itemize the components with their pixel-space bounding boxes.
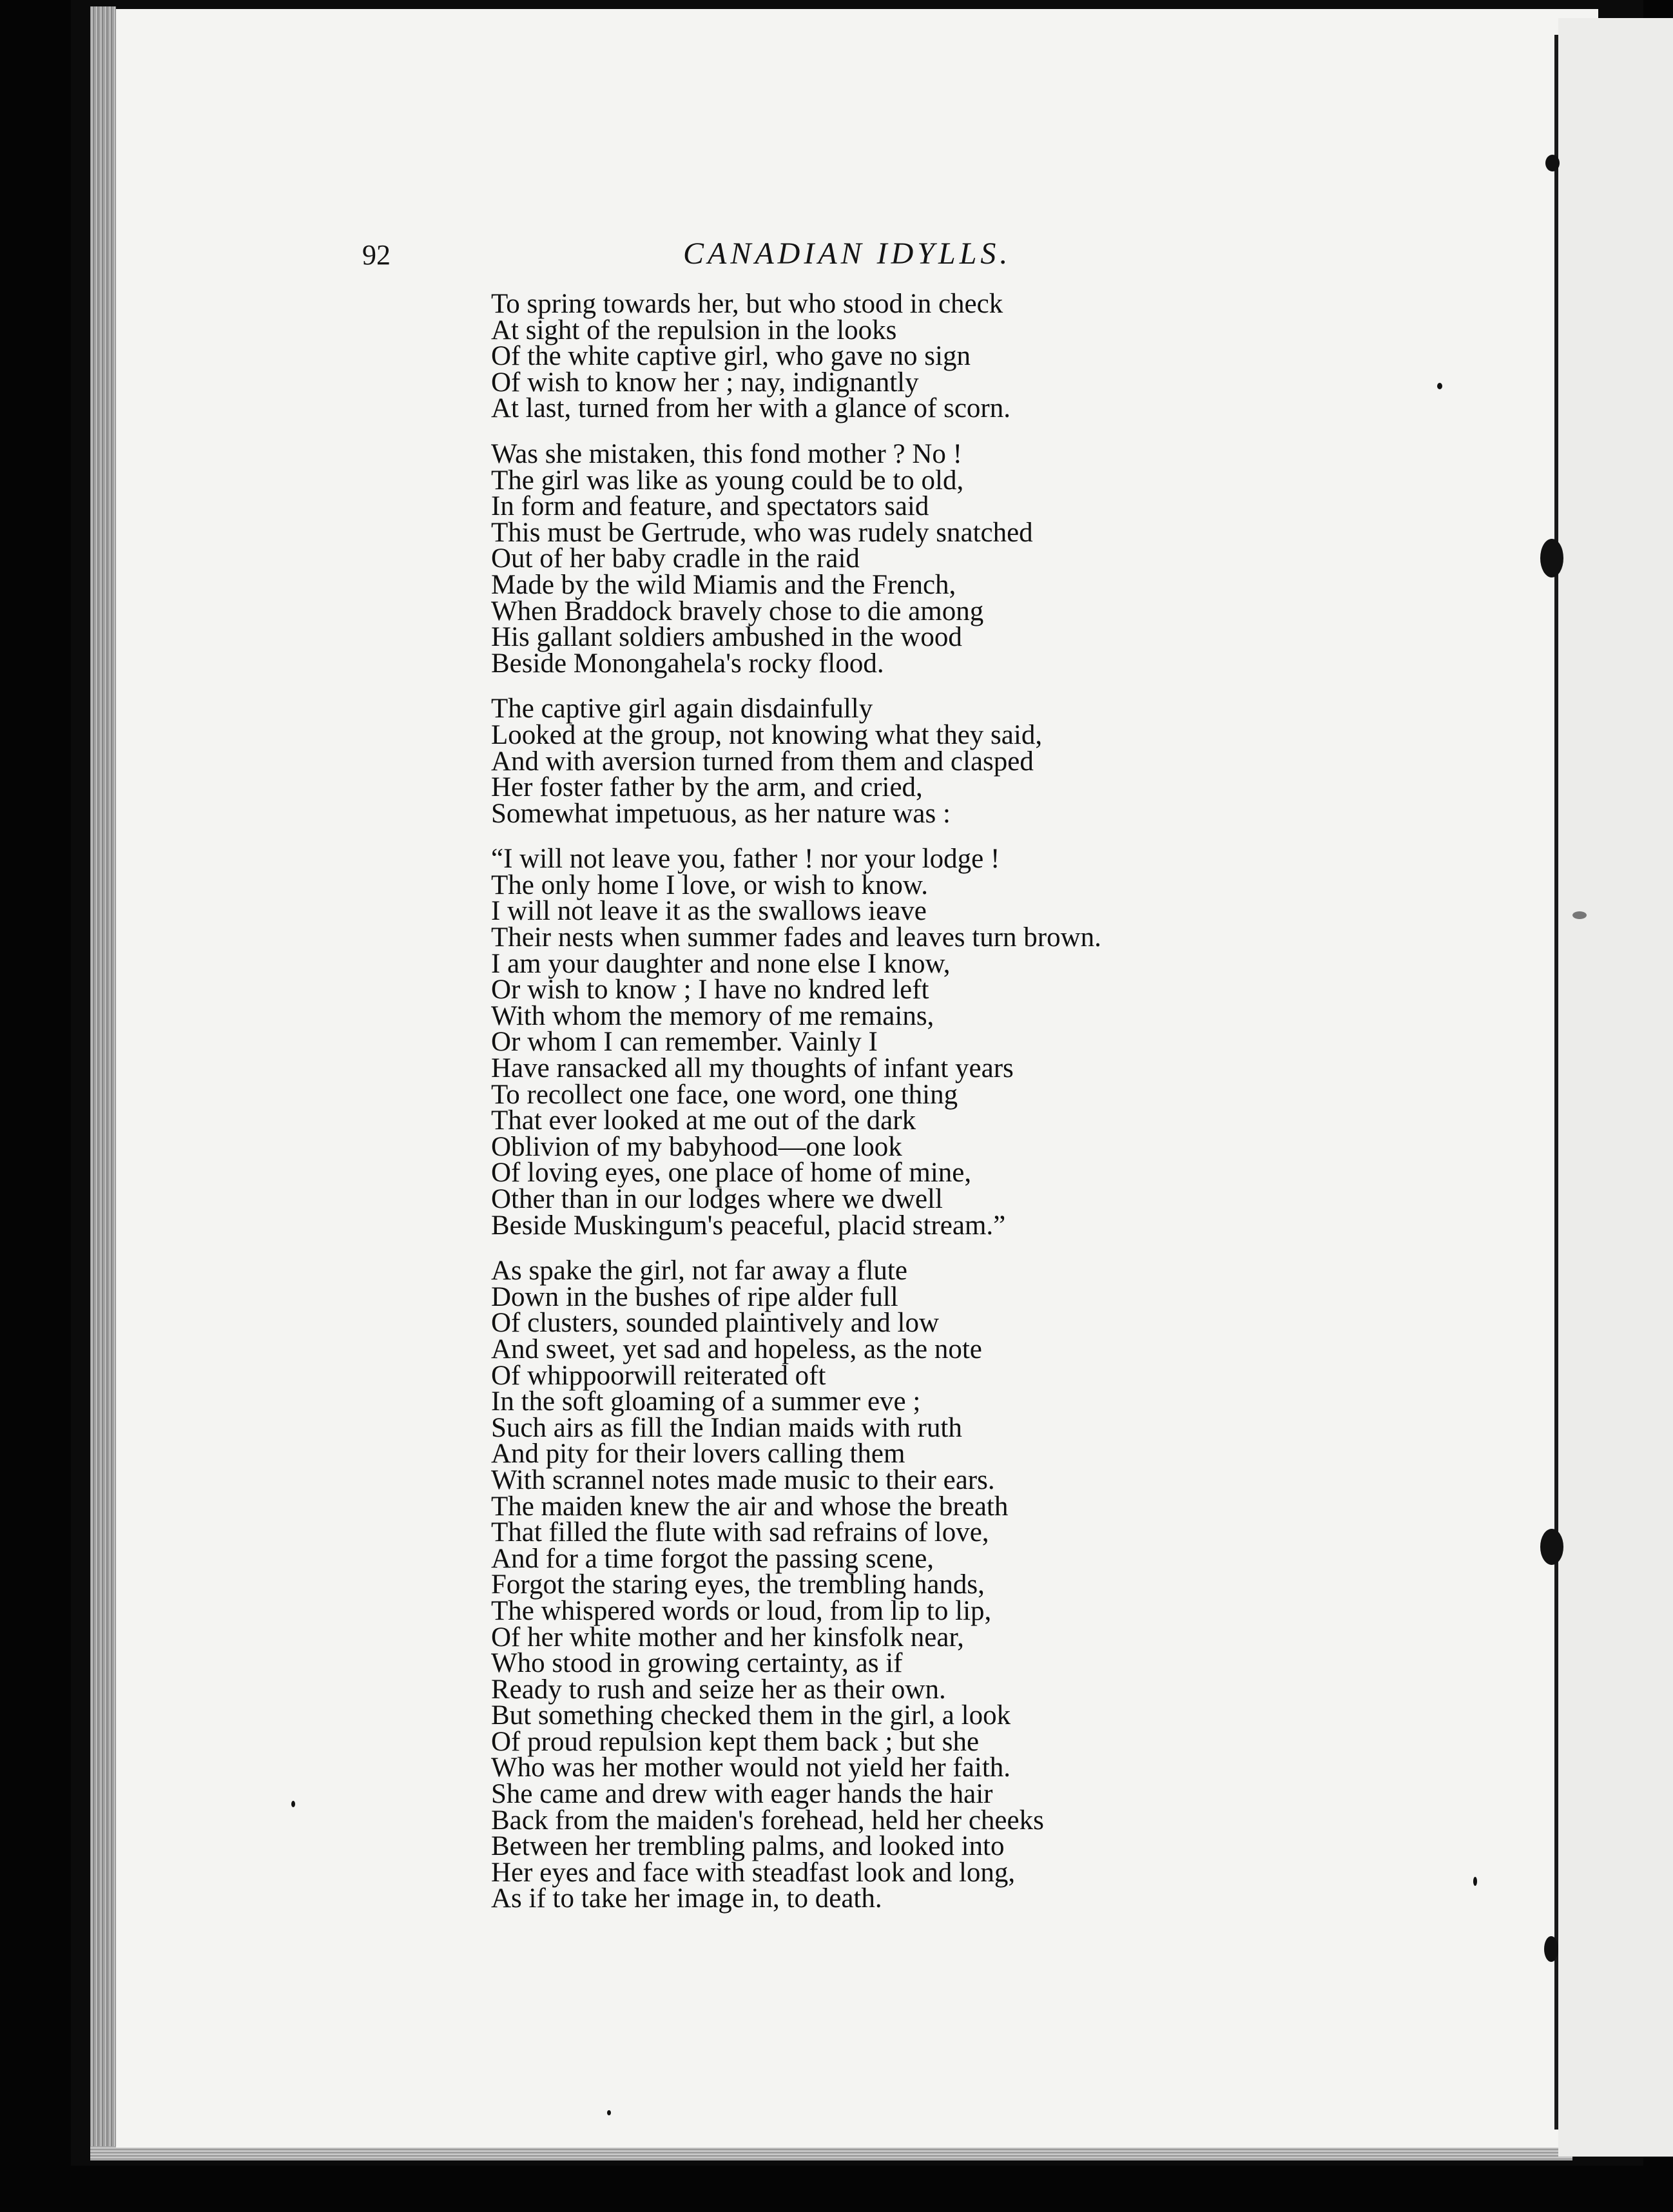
poem-line: Of clusters, sounded plaintively and low	[491, 1308, 940, 1339]
poem-line: Of wish to know her ; nay, indignantly	[491, 367, 919, 398]
poem-line: Who was her mother would not yield her faith.	[491, 1752, 1011, 1783]
poem-line: Between her trembling palms, and looked into	[491, 1831, 1005, 1862]
stanza	[491, 291, 1406, 422]
facing-page-edge	[1558, 18, 1673, 2157]
poem-line: I am your daughter and none else I know,	[491, 948, 951, 979]
poem-line: That filled the flute with sad refrains of love,	[491, 1517, 989, 1548]
poem-line: Her eyes and face with steadfast look and long,	[491, 1857, 1016, 1888]
poem-line: In the soft gloaming of a summer eve ;	[491, 1386, 921, 1417]
poem-line: Beside Monongahela's rocky flood.	[491, 648, 884, 679]
poem-line: But something checked them in the girl, a look	[491, 1700, 1011, 1731]
poem-line: Such airs as fill the Indian maids with ruth	[491, 1412, 962, 1443]
ink-mark	[607, 2110, 611, 2115]
poem-line: Out of her baby cradle in the raid	[491, 543, 860, 574]
poem-line: To recollect one face, one word, one thing	[491, 1079, 958, 1110]
page-number: 92	[362, 239, 391, 271]
ink-mark	[1572, 911, 1587, 919]
poem-line: In form and feature, and spectators said	[491, 491, 929, 522]
poem-line: Or wish to know ; I have no kndred left	[491, 975, 929, 1005]
poem-line: Beside Muskingum's peaceful, placid stream.”	[491, 1210, 1006, 1241]
page-edges-left	[90, 6, 116, 2153]
stanza	[491, 846, 1406, 1239]
poem-line: As spake the girl, not far away a flute	[491, 1256, 907, 1286]
poem-line: When Braddock bravely chose to die among	[491, 596, 984, 626]
poem-line: Made by the wild Miamis and the French,	[491, 569, 956, 600]
poem-line: Of the white captive girl, who gave no sign	[491, 341, 971, 372]
poem-line: Of whippoorwill reiterated oft	[491, 1360, 826, 1391]
poem-line: I will not leave it as the swallows ieave	[491, 896, 927, 927]
poem-line: This must be Gertrude, who was rudely snatched	[491, 517, 1033, 548]
gutter-line	[1554, 35, 1558, 2130]
stanza	[491, 438, 1406, 679]
ink-mark	[291, 1801, 295, 1807]
poem-line: Or whom I can remember. Vainly I	[491, 1027, 878, 1058]
poem-line: At last, turned from her with a glance of scorn.	[491, 393, 1011, 424]
poem-line: Ready to rush and seize her as their own.	[491, 1674, 946, 1705]
poem-line: At sight of the repulsion in the looks	[491, 315, 897, 345]
poem-line: Other than in our lodges where we dwell	[491, 1184, 943, 1214]
poem-line: Down in the bushes of ripe alder full	[491, 1281, 898, 1312]
poem-text	[491, 291, 1406, 1932]
poem-line: The maiden knew the air and whose the breath	[491, 1491, 1009, 1522]
stanza	[491, 696, 1406, 827]
poem-line: Of proud repulsion kept them back ; but she	[491, 1726, 980, 1757]
poem-line: Her foster father by the arm, and cried,	[491, 772, 923, 803]
ink-mark	[1545, 155, 1560, 171]
poem-line: That ever looked at me out of the dark	[491, 1105, 916, 1136]
poem-line: The only home I love, or wish to know.	[491, 869, 928, 900]
poem-line: “I will not leave you, father ! nor your lodge !	[491, 844, 1000, 875]
running-head: CANADIAN IDYLLS.	[683, 237, 1012, 271]
ink-mark	[1544, 1936, 1558, 1962]
ink-mark	[1540, 1529, 1563, 1565]
stanza	[491, 1258, 1406, 1912]
poem-line: The girl was like as young could be to old,	[491, 465, 964, 496]
poem-line: Somewhat impetuous, as her nature was :	[491, 798, 951, 829]
poem-line: Of loving eyes, one place of home of mine,	[491, 1158, 972, 1188]
poem-line: And sweet, yet sad and hopeless, as the note	[491, 1334, 982, 1364]
poem-line: As if to take her image in, to death.	[491, 1883, 882, 1914]
poem-line: Looked at the group, not knowing what they said,	[491, 719, 1043, 750]
poem-line: Their nests when summer fades and leaves turn brown.	[491, 922, 1101, 953]
poem-line: Was she mistaken, this fond mother ? No !	[491, 438, 962, 469]
poem-line: Have ransacked all my thoughts of infant years	[491, 1053, 1014, 1084]
ink-mark	[1473, 1877, 1477, 1886]
poem-line: With whom the memory of me remains,	[491, 1000, 934, 1031]
poem-line: To spring towards her, but who stood in check	[491, 289, 1003, 319]
poem-line: Oblivion of my babyhood—one look	[491, 1131, 902, 1162]
ink-mark	[1540, 539, 1563, 577]
poem-line: Who stood in growing certainty, as if	[491, 1648, 903, 1679]
poem-line: Of her white mother and her kinsfolk near,	[491, 1622, 964, 1653]
poem-line: With scrannel notes made music to their ears.	[491, 1464, 995, 1495]
poem-line: She came and drew with eager hands the hair	[491, 1779, 993, 1810]
ink-mark	[1437, 383, 1442, 389]
poem-line: The captive girl again disdainfully	[491, 694, 873, 724]
poem-line: And for a time forgot the passing scene,	[491, 1543, 934, 1574]
poem-line: And with aversion turned from them and clasped	[491, 746, 1034, 777]
poem-line: Back from the maiden's forehead, held her cheeks	[491, 1805, 1044, 1836]
poem-line: His gallant soldiers ambushed in the wood	[491, 622, 962, 653]
poem-line: The whispered words or loud, from lip to lip,	[491, 1595, 992, 1626]
page-edges-bottom	[90, 2146, 1572, 2160]
poem-line: And pity for their lovers calling them	[491, 1439, 905, 1470]
poem-line: Forgot the staring eyes, the trembling hands,	[491, 1569, 985, 1600]
